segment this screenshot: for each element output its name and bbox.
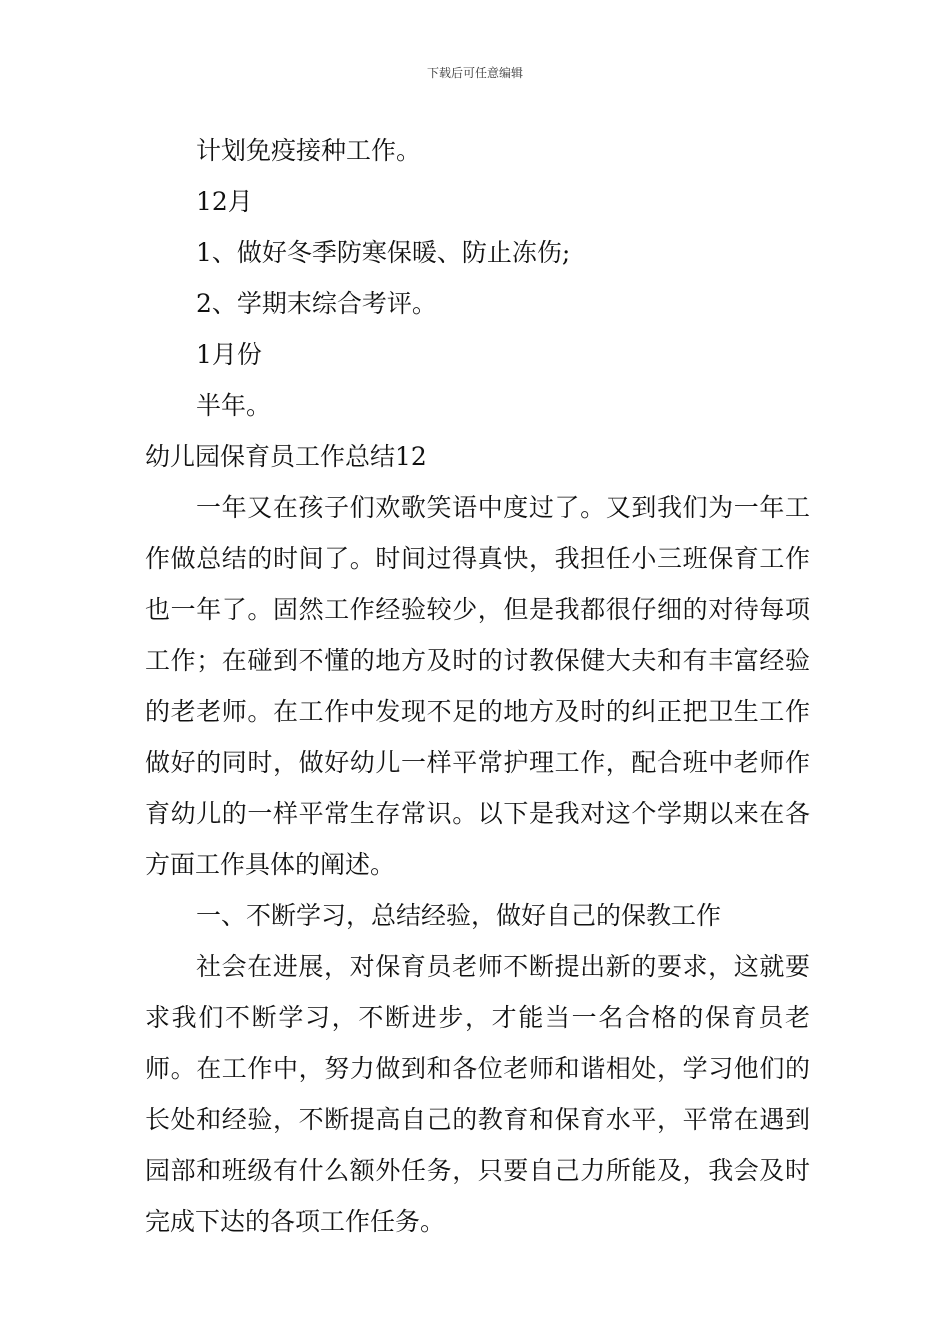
paragraph-term-evaluation: 2、学期末综合考评。: [196, 289, 437, 318]
document-body: [145, 125, 810, 1247]
section-title: 幼儿园保育员工作总结12: [145, 442, 427, 471]
paragraph-december: 12月: [196, 187, 253, 216]
paragraph-summary-intro: 一年又在孩子们欢歌笑语中度过了。又到我们为一年工作做总结的时间了。时间过得真快，我担任小三班保育工作也一年了。固然工作经验较少，但是我都很仔细的对待每项工作；在碰到不懂的地方及时的讨教保健大夫和有丰富经验的老老师。在工作中发现不足的地方及时的纠正把卫生工作做好的同时，做好幼儿一样平常护理工作，配合班中老师作育幼儿的一样平常生存常识。以下是我对这个学期以来在各方面工作具体的阐述。: [145, 493, 810, 879]
paragraph-winter-warmth: 1、做好冬季防寒保暖、防止冻伤;: [196, 238, 571, 267]
paragraph-immunization: 计划免疫接种工作。: [196, 136, 422, 165]
paragraph-society-progress: 社会在进展，对保育员老师不断提出新的要求，这就要求我们不断学习，不断进步，才能当一名合格的保育员老师。在工作中，努力做到和各位老师和谐相处，学习他们的长处和经验，不断提高自己的教育和保育水平，平常在遇到园部和班级有什么额外任务，只要自己力所能及，我会及时完成下达的各项工作任务。: [145, 952, 810, 1236]
heading-continuous-learning: 一、不断学习，总结经验，做好自己的保教工作: [196, 901, 722, 930]
page-header-note: 下载后可任意编辑: [426, 66, 523, 80]
paragraph-half-year: 半年。: [196, 391, 272, 420]
paragraph-january: 1月份: [196, 340, 262, 369]
